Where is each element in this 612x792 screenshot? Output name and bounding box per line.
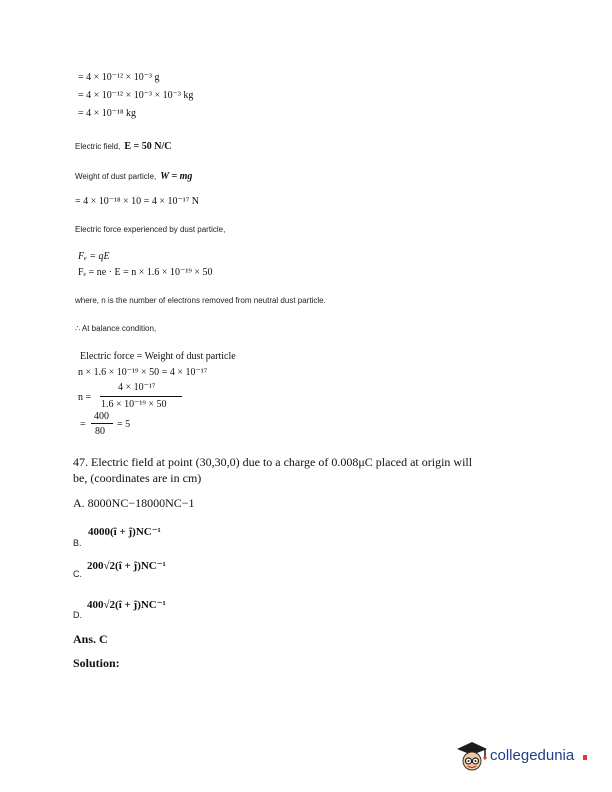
result: = 5 <box>117 419 131 430</box>
brand-mark <box>583 755 587 760</box>
force-label: Electric force experienced by dust particle, <box>75 225 226 234</box>
fraction-2-numerator: 400 <box>94 411 109 422</box>
fraction-1-numerator: 4 × 10⁻¹⁷ <box>118 382 156 393</box>
option-c-label: C. <box>73 569 82 579</box>
weight-calculation: = 4 × 10⁻¹⁸ × 10 = 4 × 10⁻¹⁷ N <box>75 196 199 207</box>
force-equation-1: Fₑ = qE <box>78 251 110 262</box>
equation-line-3: = 4 × 10⁻¹⁸ kg <box>78 108 137 119</box>
force-equation-2: Fₑ = ne · E = n × 1.6 × 10⁻¹⁹ × 50 <box>78 267 213 278</box>
equation-line-2: = 4 × 10⁻¹² × 10⁻³ × 10⁻³ kg <box>78 90 194 101</box>
balance-label: ∴ At balance condition, <box>75 324 157 333</box>
weight-label: Weight of dust particle, <box>75 172 157 181</box>
fraction-2-bar <box>91 423 113 424</box>
balance-equation-1: Electric force = Weight of dust particle <box>80 351 236 362</box>
brand-name: collegedunia <box>490 747 575 764</box>
equals-sign: = <box>80 419 86 430</box>
option-d-label: D. <box>73 610 82 620</box>
option-b: 4000(î + ĵ)NC⁻¹ <box>88 526 161 538</box>
weight-line <box>75 166 192 184</box>
question-line-2: be, (coordinates are in cm) <box>73 471 202 485</box>
electric-field-value: E = 50 N/C <box>124 141 172 152</box>
equation-line-1: = 4 × 10⁻¹² × 10⁻³ g <box>78 72 160 83</box>
balance-equation-2: n × 1.6 × 10⁻¹⁹ × 50 = 4 × 10⁻¹⁷ <box>78 367 208 378</box>
n-equals: n = <box>78 392 92 403</box>
graduate-mascot-icon <box>455 740 489 774</box>
question-line-1: 47. Electric field at point (30,30,0) due to a charge of 0.008μC placed at origin will <box>73 455 473 469</box>
fraction-1-denominator: 1.6 × 10⁻¹⁹ × 50 <box>101 399 167 410</box>
electric-field-label: Electric field, <box>75 142 121 151</box>
fraction-2-denominator: 80 <box>95 426 105 437</box>
electric-field-line <box>75 136 171 154</box>
fraction-1-bar <box>100 396 182 397</box>
weight-value: W = mg <box>160 171 193 182</box>
force-note: where, n is the number of electrons removed from neutral dust particle. <box>75 296 326 305</box>
answer: Ans. C <box>73 632 108 646</box>
option-b-label: B. <box>73 538 82 548</box>
option-a: A. 8000NC−18000NC−1 <box>73 496 195 510</box>
option-d: 400√2(î + ĵ)NC⁻¹ <box>87 599 166 611</box>
option-c: 200√2(î + ĵ)NC⁻¹ <box>87 560 166 572</box>
solution-heading: Solution: <box>73 656 120 670</box>
